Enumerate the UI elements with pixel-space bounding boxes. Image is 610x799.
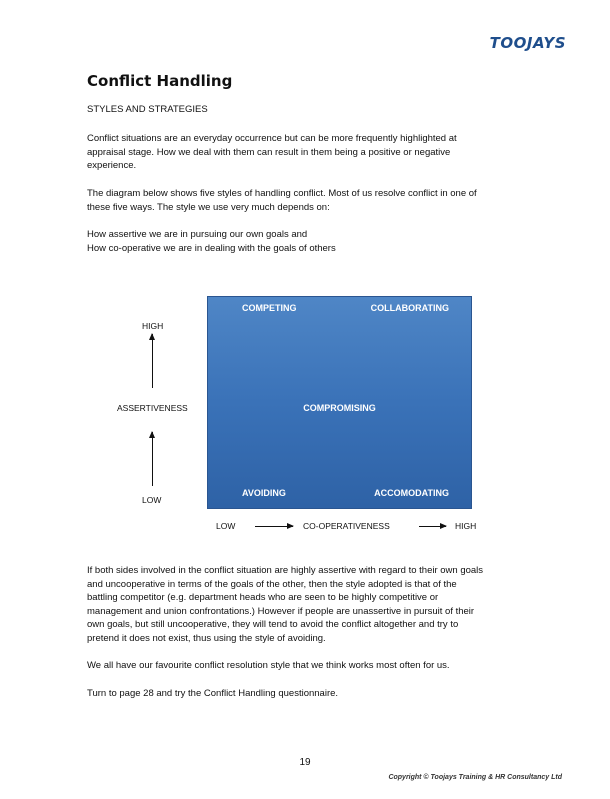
y-axis-upper-arrow (152, 334, 153, 388)
instruction-paragraph: Turn to page 28 and try the Conflict Handling questionnaire. (87, 688, 339, 699)
criteria-line: How assertive we are in pursuing our own goals and (87, 229, 308, 240)
copyright-notice: Copyright © Toojays Training & HR Consultancy Ltd (388, 774, 562, 781)
intro-paragraph (87, 132, 532, 173)
diagram-intro-line: these five ways. The style we use very much depends on: (87, 201, 330, 213)
quadrant-competing: COMPETING (242, 303, 297, 313)
intro-line: appraisal stage. How we deal with them can result in them being a positive or negative (87, 146, 451, 158)
diagram-intro-paragraph (87, 187, 532, 214)
x-axis-label: CO-OPERATIVENESS (303, 521, 390, 531)
explanation-paragraph (87, 564, 532, 645)
x-axis-high-label: HIGH (455, 521, 477, 531)
x-axis-left-arrow (255, 526, 293, 527)
explanation-line: If both sides involved in the conflict situation are highly assertive with regard to their own goals (87, 565, 484, 576)
y-axis-lower-arrow (152, 432, 153, 486)
quadrant-avoiding: AVOIDING (242, 488, 286, 498)
page-number: 19 (299, 757, 311, 768)
favourite-paragraph: We all have our favourite conflict resolution style that we think works most often for us. (87, 660, 450, 671)
y-axis-high-label: HIGH (142, 321, 164, 331)
criteria-paragraph (87, 228, 532, 255)
conflict-styles-grid (207, 296, 472, 509)
x-axis-low-label: LOW (216, 521, 236, 531)
diagram-intro-line: The diagram below shows five styles of handling conflict. Most of us resolve conflict in one of (87, 188, 477, 199)
explanation-line: management and union confrontations.) However if people are unassertive in pursuit of their (87, 605, 475, 617)
y-axis-label: ASSERTIVENESS (117, 403, 188, 413)
explanation-line: own goals, but still uncooperative, they will tend to avoid the conflict altogether and try to (87, 619, 459, 630)
y-axis-low-label: LOW (142, 495, 162, 505)
criteria-line: How co-operative we are in dealing with the goals of others (87, 242, 336, 254)
quadrant-compromising: COMPROMISING (303, 403, 376, 413)
intro-line: Conflict situations are an everyday occurrence but can be more frequently highlighted at (87, 133, 457, 144)
quadrant-accomodating: ACCOMODATING (374, 488, 449, 498)
explanation-line: battling competitor (e.g. department heads who are seen to be highly competitive or (87, 592, 439, 603)
company-logo: TOOJAYS (489, 34, 566, 52)
page-title: Conflict Handling (87, 72, 233, 90)
x-axis-right-arrow (419, 526, 446, 527)
explanation-line: and uncooperative in terms of the goals of the other, then the style adopted is that of the (87, 578, 457, 590)
explanation-line: pretend it does not exist, thus using the style of avoiding. (87, 632, 326, 644)
section-subtitle: STYLES AND STRATEGIES (87, 104, 208, 115)
intro-line: experience. (87, 160, 137, 171)
quadrant-collaborating: COLLABORATING (370, 303, 449, 313)
